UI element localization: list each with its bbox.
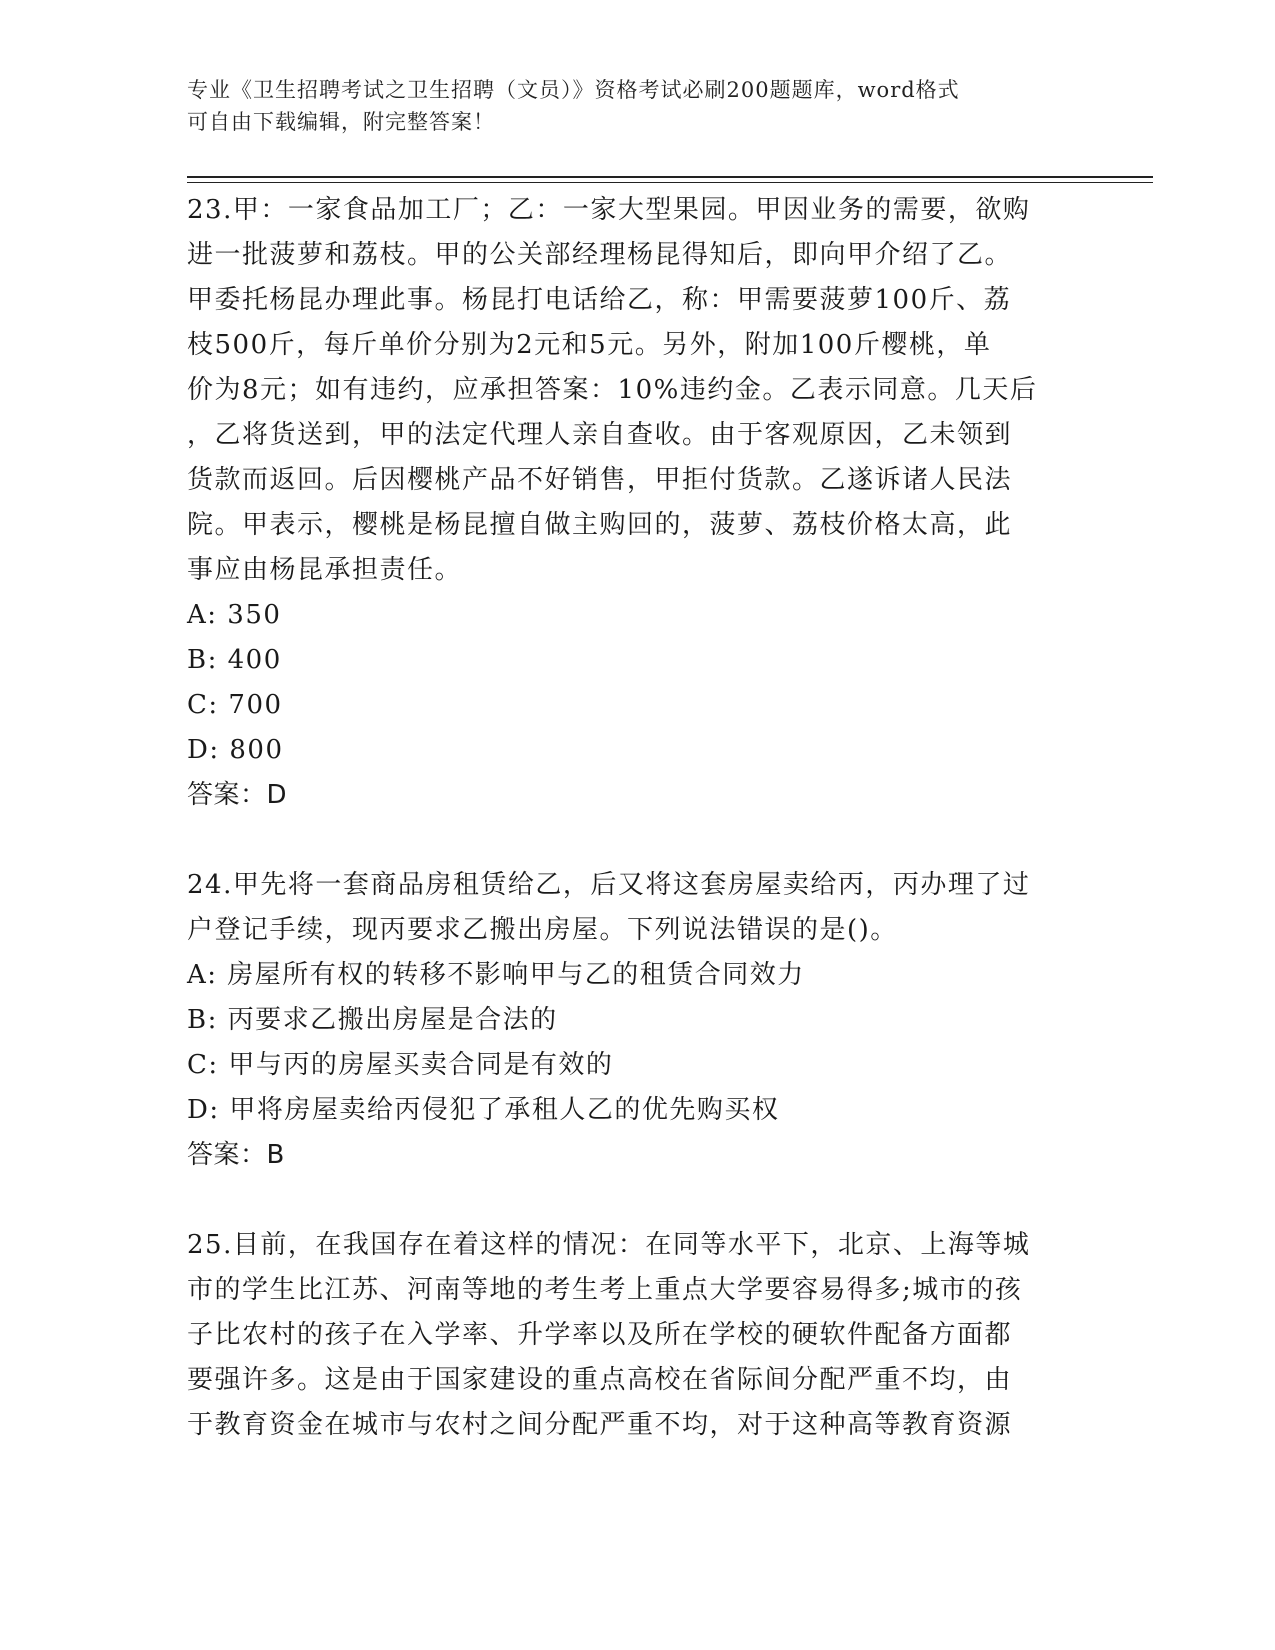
option-c: C: 甲与丙的房屋买卖合同是有效的 [187,1050,614,1080]
stem-line: 事应由杨昆承担责任。 [187,555,463,585]
header-title-line-2: 可自由下载编辑，附完整答案！ [187,110,495,134]
stem-line: 价为8元；如有违约，应承担答案：10%违约金。乙表示同意。几天后 [187,375,1038,405]
stem-line: 24.甲先将一套商品房租赁给乙，后又将这套房屋卖给丙，丙办理了过 [187,870,1031,900]
header-rule-thin [187,182,1153,183]
answer-line: 答案：D [187,780,288,810]
stem-line: 院。甲表示，樱桃是杨昆擅自做主购回的，菠萝、荔枝价格太高，此 [187,510,1013,540]
option-b: B: 400 [187,645,282,675]
question-spacer [187,1178,1087,1223]
option-b: B: 丙要求乙搬出房屋是合法的 [187,1005,558,1035]
question-stem [187,188,1087,593]
header-rule-thick [187,176,1153,178]
question-24 [187,863,1087,1178]
stem-line: 进一批菠萝和荔枝。甲的公关部经理杨昆得知后，即向甲介绍了乙。 [187,240,1013,270]
question-stem [187,863,1087,953]
question-spacer [187,818,1087,863]
option-c: C: 700 [187,690,283,720]
stem-line: 25.目前，在我国存在着这样的情况：在同等水平下，北京、上海等城 [187,1230,1031,1260]
option-a: A: 350 [187,600,282,630]
question-list [187,188,1087,1448]
question-25 [187,1223,1087,1448]
option-d: D: 800 [187,735,284,765]
document-header [187,74,1067,138]
header-title-line-1: 专业《卫生招聘考试之卫生招聘（文员）》资格考试必刷200题题库，word格式 [187,78,960,102]
question-stem [187,1223,1087,1448]
stem-line: 市的学生比江苏、河南等地的考生考上重点大学要容易得多;城市的孩 [187,1275,1023,1305]
stem-line: 子比农村的孩子在入学率、升学率以及所在学校的硬软件配备方面都 [187,1320,1013,1350]
stem-line: 枝500斤，每斤单价分别为2元和5元。另外，附加100斤樱桃，单 [187,330,992,360]
stem-line: 于教育资金在城市与农村之间分配严重不均，对于这种高等教育资源 [187,1410,1013,1440]
stem-line: ，乙将货送到，甲的法定代理人亲自查收。由于客观原因，乙未领到 [187,420,1013,450]
stem-line: 户登记手续，现丙要求乙搬出房屋。下列说法错误的是()。 [187,915,898,945]
option-d: D: 甲将房屋卖给丙侵犯了承租人乙的优先购买权 [187,1095,780,1125]
question-23 [187,188,1087,818]
option-a: A: 房屋所有权的转移不影响甲与乙的租赁合同效力 [187,960,805,990]
stem-line: 23.甲：一家食品加工厂；乙：一家大型果园。甲因业务的需要，欲购 [187,195,1031,225]
stem-line: 货款而返回。后因樱桃产品不好销售，甲拒付货款。乙遂诉诸人民法 [187,465,1013,495]
answer-line: 答案：B [187,1140,285,1170]
stem-line: 甲委托杨昆办理此事。杨昆打电话给乙，称：甲需要菠萝100斤、荔 [187,285,1012,315]
stem-line: 要强许多。这是由于国家建设的重点高校在省际间分配严重不均，由 [187,1365,1013,1395]
